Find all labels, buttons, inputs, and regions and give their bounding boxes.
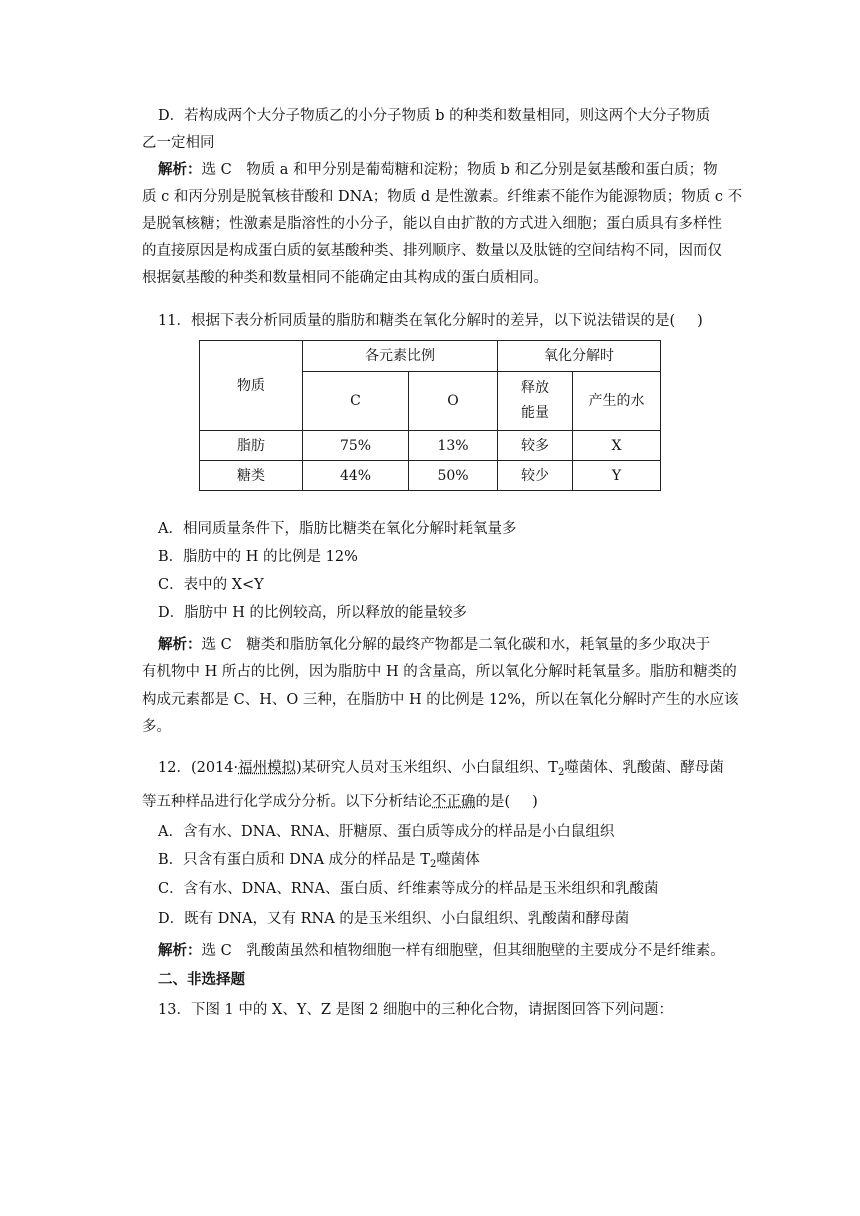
subheader-water: 产生的水 (573, 372, 661, 431)
analysis-label: 解析： (158, 636, 202, 653)
table-row (200, 431, 661, 461)
q10-option-d-line2: 乙一定相同 (142, 135, 215, 151)
subheader-o: O (409, 372, 498, 431)
q10-analysis-line3: 是脱氧核糖；性激素是脂溶性的小分子，能以自由扩散的方式进入细胞；蛋白质具有多样性 (142, 216, 722, 232)
q12-stem-line2 (142, 792, 732, 812)
q12-option-b-b: 噬菌体 (436, 852, 480, 868)
row-energy: 较少 (498, 461, 573, 491)
q12-stem-part2: )某研究人员对玉米组织、小白鼠组织、T (296, 760, 558, 776)
q12-source: 福州模拟 (238, 760, 297, 776)
row-name: 脂肪 (200, 431, 303, 461)
table-row (200, 461, 661, 491)
q11-stem (158, 311, 732, 331)
q12-option-a: A．含有水、DNA、RNA、肝糖原、蛋白质等成分的样品是小白鼠组织 (158, 824, 615, 840)
subheader-energy-2: 能量 (521, 405, 549, 421)
analysis-label: 解析： (158, 942, 202, 959)
q11-option-a: A．相同质量条件下，脂肪比糖类在氧化分解时耗氧量多 (158, 521, 517, 537)
row-c: 44% (303, 461, 409, 491)
q12-stem-part3: 噬菌体、乳酸菌、酵母菌 (564, 760, 724, 776)
q11-analysis-line4: 多。 (142, 719, 171, 735)
row-water: Y (573, 461, 661, 491)
subheader-energy (498, 372, 573, 431)
subheader-energy-1: 释放 (521, 380, 549, 396)
q10-analysis-line2: 质 c 和丙分别是脱氧核苷酸和 DNA；物质 d 是性激素。纤维素不能作为能源物质；物质 c 不 (142, 189, 743, 205)
fat-sugar-table (199, 340, 661, 491)
q12-stem-line2-a: 等五种样品进行化学成分分析。以下分析结论 (142, 794, 432, 810)
q12-option-b-subscript: 2 (429, 859, 437, 870)
analysis-text: 选 C 乳酸菌虽然和植物细胞一样有细胞壁，但其细胞壁的主要成分不是纤维素。 (201, 943, 725, 959)
q11-analysis-line1 (158, 635, 732, 655)
q11-stem-text: 11．根据下表分析同质量的脂肪和糖类在氧化分解时的差异，以下说法错误的是( (158, 313, 676, 329)
q10-analysis-line1 (158, 160, 732, 180)
header-oxidation: 氧化分解时 (498, 341, 661, 372)
q12-stem-part1: 12．(2014· (158, 760, 239, 776)
row-o: 13% (409, 431, 498, 461)
q12-option-d: D．既有 DNA，又有 RNA 的是玉米组织、小白鼠组织、乳酸菌和酵母菌 (158, 911, 630, 927)
q10-analysis-line4: 的直接原因是构成蛋白质的氨基酸种类、排列顺序、数量以及肽链的空间结构不同，因而仅 (142, 243, 722, 259)
q12-analysis-line1 (158, 941, 732, 961)
q11-option-d: D．脂肪中 H 的比例较高，所以释放的能量较多 (158, 605, 467, 621)
q12-option-b-a: B．只含有蛋白质和 DNA 成分的样品是 T (158, 852, 430, 868)
q12-stem-line2-c: 的是( (475, 794, 511, 810)
q11-stem-end: ) (697, 313, 703, 329)
q12-stem-subscript: 2 (557, 767, 565, 778)
row-water: X (573, 431, 661, 461)
row-energy: 较多 (498, 431, 573, 461)
row-o: 50% (409, 461, 498, 491)
row-name: 糖类 (200, 461, 303, 491)
header-substance: 物质 (200, 341, 303, 431)
section-heading: 二、非选择题 (158, 971, 245, 988)
q12-option-b (158, 850, 732, 872)
analysis-text: 选 C 糖类和脂肪氧化分解的最终产物都是二氧化碳和水，耗氧量的多少取决于 (201, 637, 711, 653)
analysis-label: 解析： (158, 161, 202, 178)
q11-analysis-line3: 构成元素都是 C、H、O 三种，在脂肪中 H 的比例是 12%，所以在氧化分解时产生的水应该 (142, 692, 739, 708)
q12-stem-end: ) (532, 794, 538, 810)
q12-stem-line1 (158, 758, 732, 780)
q10-option-d-line1: D．若构成两个大分子物质乙的小分子物质 b 的种类和数量相同，则这两个大分子物质 (158, 108, 711, 124)
q11-option-b: B．脂肪中的 H 的比例是 12% (158, 549, 358, 565)
row-c: 75% (303, 431, 409, 461)
q10-analysis-line5: 根据氨基酸的种类和数量相同不能确定由其构成的蛋白质相同。 (142, 270, 548, 286)
q11-analysis-line2: 有机物中 H 所占的比例，因为脂肪中 H 的含量高，所以氧化分解时耗氧量多。脂肪和糖类的 (142, 664, 737, 680)
q12-stem-emphasis: 不正确 (432, 794, 476, 810)
q13-stem: 13．下图 1 中的 X、Y、Z 是图 2 细胞中的三种化合物，请据图回答下列问题： (158, 1002, 674, 1018)
header-element-ratio: 各元素比例 (303, 341, 498, 372)
subheader-c: C (303, 372, 409, 431)
q12-option-c: C．含有水、DNA、RNA、蛋白质、纤维素等成分的样品是玉米组织和乳酸菌 (158, 881, 659, 897)
q11-option-c: C．表中的 X<Y (158, 577, 264, 593)
analysis-text: 选 C 物质 a 和甲分别是葡萄糖和淀粉；物质 b 和乙分别是氨基酸和蛋白质；物 (201, 162, 718, 178)
